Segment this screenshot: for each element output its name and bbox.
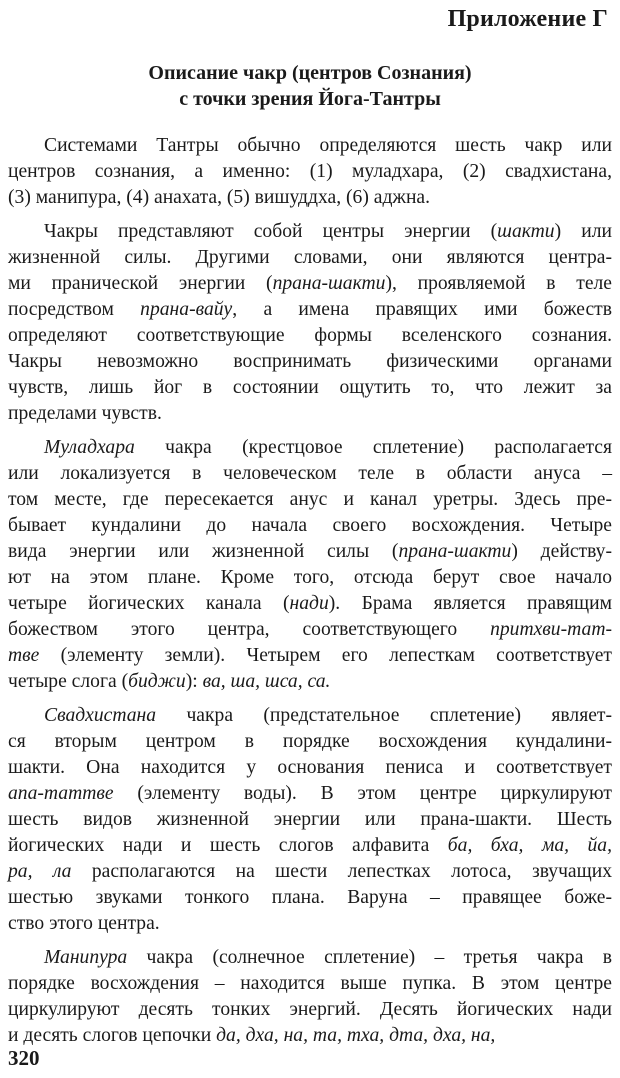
text-run: чувств, лишь йог в состоянии ощутить то, что лежит за bbox=[8, 377, 612, 398]
text-line bbox=[8, 159, 612, 185]
text-line bbox=[8, 513, 612, 539]
section-title bbox=[0, 60, 620, 112]
text-run: (элементу земли). Четырем его лепесткам соответствует bbox=[39, 645, 612, 666]
text-run: , а имена правящих ими божеств bbox=[232, 299, 612, 320]
text-run: чакра (предстательное сплетение) являет- bbox=[156, 705, 612, 726]
page-number: 320 bbox=[8, 1046, 40, 1070]
paragraph bbox=[8, 133, 612, 211]
running-header: Приложение Г bbox=[447, 6, 608, 32]
text-line bbox=[8, 807, 612, 833]
text-line bbox=[8, 885, 612, 911]
italic-term: прана-вайу bbox=[140, 299, 233, 320]
italic-term: Манипура bbox=[44, 947, 128, 968]
text-line bbox=[8, 1023, 612, 1049]
text-line bbox=[8, 349, 612, 375]
italic-term: Свадхистана bbox=[44, 705, 157, 726]
text-run: ство этого центра. bbox=[8, 913, 160, 934]
text-line bbox=[8, 375, 612, 401]
italic-term: апа-таттве bbox=[8, 783, 114, 804]
italic-term: притхви-тат- bbox=[490, 619, 612, 640]
text-run: Чакры невозможно воспринимать физическими органами bbox=[8, 351, 612, 372]
text-run: вида энергии или жизненной силы ( bbox=[8, 541, 399, 562]
text-line bbox=[8, 323, 612, 349]
text-line bbox=[8, 245, 612, 271]
text-line bbox=[8, 461, 612, 487]
text-run: божеством этого центра, соответствующего bbox=[8, 619, 491, 640]
text-line bbox=[8, 833, 612, 859]
text-run: Системами Тантры обычно определяются шесть чакр или bbox=[44, 135, 612, 156]
text-run: (3) манипура, (4) анахата, (5) вишуддха, (6) аджна. bbox=[8, 187, 431, 208]
text-line bbox=[8, 185, 612, 211]
text-run: ют на этом плане. Кроме того, отсюда берут свое начало bbox=[8, 567, 612, 588]
text-line bbox=[8, 617, 612, 643]
text-run: пределами чувств. bbox=[8, 403, 162, 424]
text-run: посредством bbox=[8, 299, 141, 320]
italic-term: ра, ла bbox=[8, 861, 72, 882]
italic-term: тве bbox=[8, 645, 40, 666]
italic-term: да, дха, на, та, тха, дта, дха, на, bbox=[216, 1025, 496, 1046]
text-line bbox=[8, 997, 612, 1023]
text-run: располагаются на шести лепестках лотоса, звучащих bbox=[71, 861, 612, 882]
text-line bbox=[8, 669, 612, 695]
paragraph bbox=[8, 945, 612, 1049]
text-run: шесть видов жизненной энергии или прана-шакти. Шесть bbox=[8, 809, 612, 830]
italic-term: биджи bbox=[128, 671, 186, 692]
text-line bbox=[8, 703, 612, 729]
text-run: жизненной силы. Другими словами, они являются центра- bbox=[8, 247, 612, 268]
text-run: ) или bbox=[554, 221, 612, 242]
text-run: шакти. Она находится у основания пениса и соответствует bbox=[8, 757, 612, 778]
text-line bbox=[8, 219, 612, 245]
text-line bbox=[8, 729, 612, 755]
text-line bbox=[8, 539, 612, 565]
text-run: ) действу- bbox=[511, 541, 612, 562]
italic-term: нади bbox=[289, 593, 329, 614]
italic-term: прана-шакти bbox=[272, 273, 386, 294]
text-run: ). Брама является правящим bbox=[328, 593, 612, 614]
text-line bbox=[8, 565, 612, 591]
italic-term: ба, бха, ма, йа, bbox=[447, 835, 612, 856]
italic-term: Муладхара bbox=[44, 437, 135, 458]
text-run: чакра (солнечное сплетение) – третья чакра в bbox=[127, 947, 612, 968]
italic-term: прана-шакти bbox=[398, 541, 512, 562]
text-run: циркулируют десять тонких энергий. Десять йогических нади bbox=[8, 999, 612, 1020]
text-line bbox=[8, 133, 612, 159]
text-line bbox=[8, 271, 612, 297]
text-run: бывает кундалини до начала своего восхождения. Четыре bbox=[8, 515, 612, 536]
paragraph bbox=[8, 435, 612, 695]
text-line bbox=[8, 401, 612, 427]
text-run: том месте, где пересекается анус и канал уретры. Здесь пре- bbox=[8, 489, 612, 510]
text-line bbox=[8, 435, 612, 461]
text-line bbox=[8, 755, 612, 781]
text-run: Чакры представляют собой центры энергии ( bbox=[44, 221, 498, 242]
text-run: порядке восхождения – находится выше пупка. В этом центре bbox=[8, 973, 612, 994]
paragraph bbox=[8, 703, 612, 937]
italic-term: ва, ша, шса, са. bbox=[202, 671, 331, 692]
text-run: центров сознания, а именно: (1) муладхара, (2) свадхистана, bbox=[8, 161, 612, 182]
paragraph bbox=[8, 219, 612, 427]
text-run: и десять слогов цепочки bbox=[8, 1025, 217, 1046]
body-text bbox=[8, 133, 612, 1057]
text-line bbox=[8, 911, 612, 937]
text-run: (элементу воды). В этом центре циркулируют bbox=[113, 783, 612, 804]
text-line bbox=[8, 591, 612, 617]
text-line bbox=[8, 859, 612, 885]
text-run: йогических нади и шесть слогов алфавита bbox=[8, 835, 448, 856]
text-line bbox=[8, 487, 612, 513]
text-run: чакра (крестцовое сплетение) располагается bbox=[134, 437, 612, 458]
text-line bbox=[8, 971, 612, 997]
text-run: ми пранической энергии ( bbox=[8, 273, 273, 294]
italic-term: шакти bbox=[497, 221, 555, 242]
text-run: четыре слога ( bbox=[8, 671, 129, 692]
text-line bbox=[8, 945, 612, 971]
title-line-2: с точки зрения Йога-Тантры bbox=[179, 88, 441, 110]
text-run: ся вторым центром в порядке восхождения кундалини- bbox=[8, 731, 612, 752]
text-run: шестью звуками тонкого плана. Варуна – правящее боже- bbox=[8, 887, 612, 908]
text-run: четыре йогических канала ( bbox=[8, 593, 290, 614]
text-line bbox=[8, 643, 612, 669]
title-line-1: Описание чакр (центров Сознания) bbox=[148, 62, 472, 84]
text-run: определяют соответствующие формы вселенского сознания. bbox=[8, 325, 612, 346]
text-run: ): bbox=[185, 671, 203, 692]
text-run: или локализуется в человеческом теле в области ануса – bbox=[8, 463, 612, 484]
text-line bbox=[8, 297, 612, 323]
text-line bbox=[8, 781, 612, 807]
text-run: ), проявляемой в теле bbox=[385, 273, 613, 294]
